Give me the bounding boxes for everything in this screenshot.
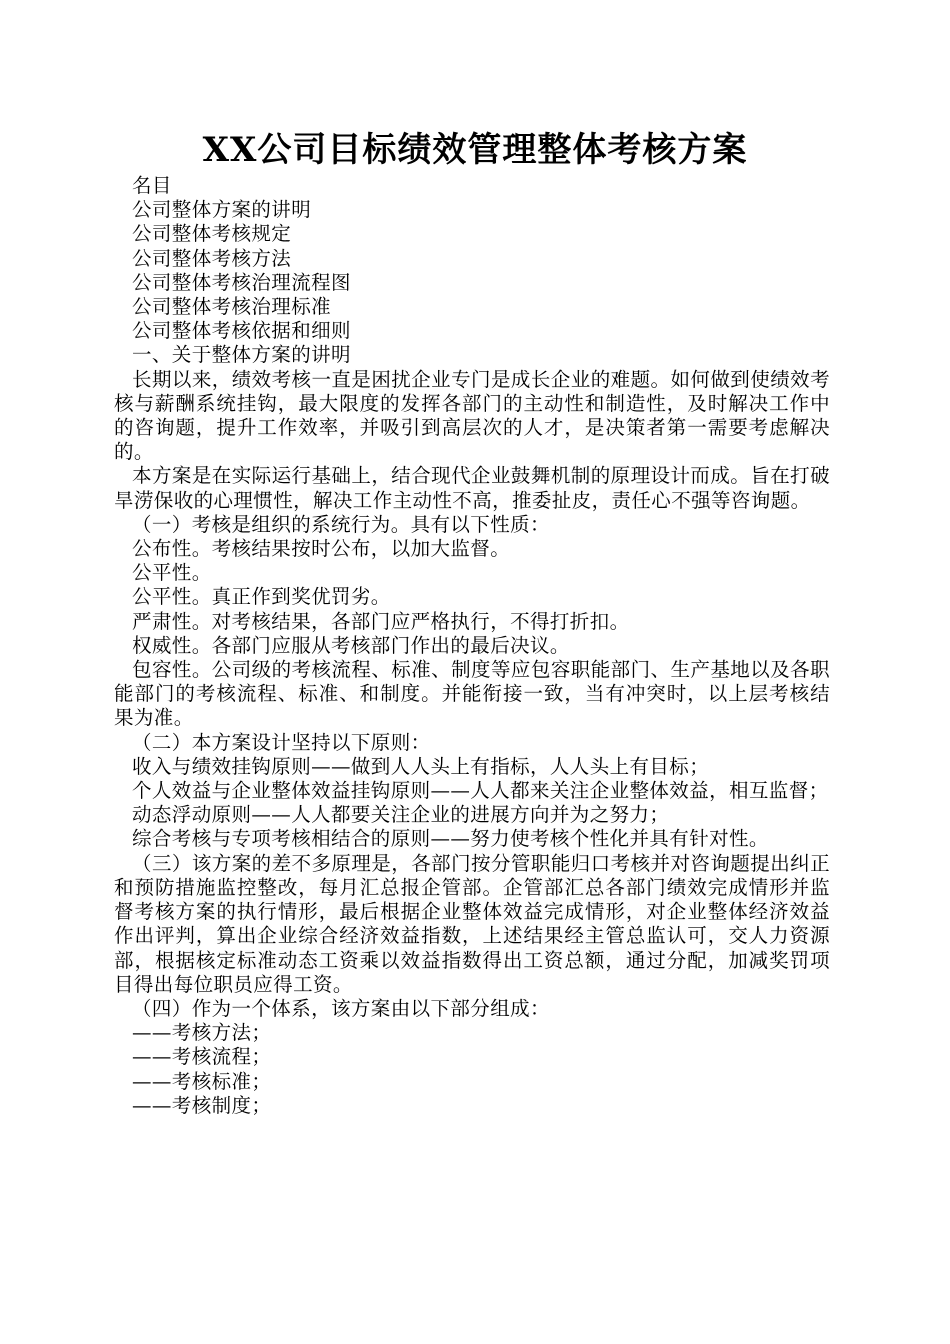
paragraph: （一）考核是组织的系统行为。具有以下性质：	[132, 512, 550, 536]
paragraph: 包容性。公司级的考核流程、标准、制度等应包容职能部门、生产基地以及各职能部门的考核流程、标准、和制度。并能衔接一致，当有冲突时，以上层考核结果为准。	[114, 658, 830, 730]
document-body	[114, 174, 830, 1118]
paragraph: 公平性。	[132, 561, 212, 585]
paragraph: 公司整体方案的讲明	[132, 198, 312, 222]
paragraph: 动态浮动原则——人人都要关注企业的进展方向并为之努力；	[132, 803, 670, 827]
paragraph: ——考核制度；	[132, 1093, 272, 1117]
paragraph: 名目	[132, 174, 172, 197]
paragraph: 权威性。各部门应服从考核部门作出的最后决议。	[132, 633, 570, 657]
paragraph: 综合考核与专项考核相结合的原则——努力使考核个性化并具有针对性。	[132, 827, 769, 851]
paragraph: （三）该方案的差不多原理是，各部门按分管职能归口考核并对咨询题提出纠正和预防措施监控整改，每月汇总报企管部。企管部汇总各部门绩效完成情形并监督考核方案的执行情形，最后根据企业整体效益完成情形，对企业整体经济效益作出评判，算出企业综合经济效益指数，上述结果经主管总监认可，交人力资源部，根据核定标准动态工资乘以效益指数得出工资总额，通过分配，加减奖罚项目得出每位职员应得工资。	[114, 851, 830, 996]
paragraph: 本方案是在实际运行基础上，结合现代企业鼓舞机制的原理设计而成。旨在打破旱涝保收的心理惯性，解决工作主动性不高，推委扯皮，责任心不强等咨询题。	[114, 464, 830, 512]
paragraph: ——考核标准；	[132, 1069, 272, 1093]
document-title: XX公司目标绩效管理整体考核方案	[202, 130, 748, 170]
paragraph: ——考核方法；	[132, 1021, 272, 1045]
paragraph: 公司整体考核依据和细则	[132, 319, 351, 343]
paragraph: （二）本方案设计坚持以下原则：	[132, 730, 431, 754]
paragraph: 公司整体考核规定	[132, 222, 292, 246]
paragraph: （四）作为一个体系，该方案由以下部分组成：	[132, 996, 550, 1020]
paragraph: ——考核流程；	[132, 1045, 272, 1069]
paragraph: 个人效益与企业整体效益挂钩原则——人人都来关注企业整体效益，相互监督；	[132, 779, 829, 803]
paragraph: 收入与绩效挂钩原则——做到人人头上有指标，人人头上有目标；	[132, 754, 710, 778]
paragraph: 严肃性。对考核结果，各部门应严格执行，不得打折扣。	[132, 609, 630, 633]
paragraph: 公平性。真正作到奖优罚劣。	[132, 585, 391, 609]
paragraph: 一、关于整体方案的讲明	[132, 343, 351, 367]
paragraph: 公布性。考核结果按时公布，以加大监督。	[132, 537, 511, 561]
paragraph: 公司整体考核方法	[132, 246, 292, 270]
paragraph: 长期以来，绩效考核一直是困扰企业专门是成长企业的难题。如何做到使绩效考核与薪酬系统挂钩，最大限度的发挥各部门的主动性和制造性，及时解决工作中的咨询题，提升工作效率，并吸引到高层次的人才，是决策者第一需要考虑解决的。	[114, 367, 830, 464]
paragraph: 公司整体考核治理流程图	[132, 270, 351, 294]
paragraph: 公司整体考核治理标准	[132, 295, 332, 319]
